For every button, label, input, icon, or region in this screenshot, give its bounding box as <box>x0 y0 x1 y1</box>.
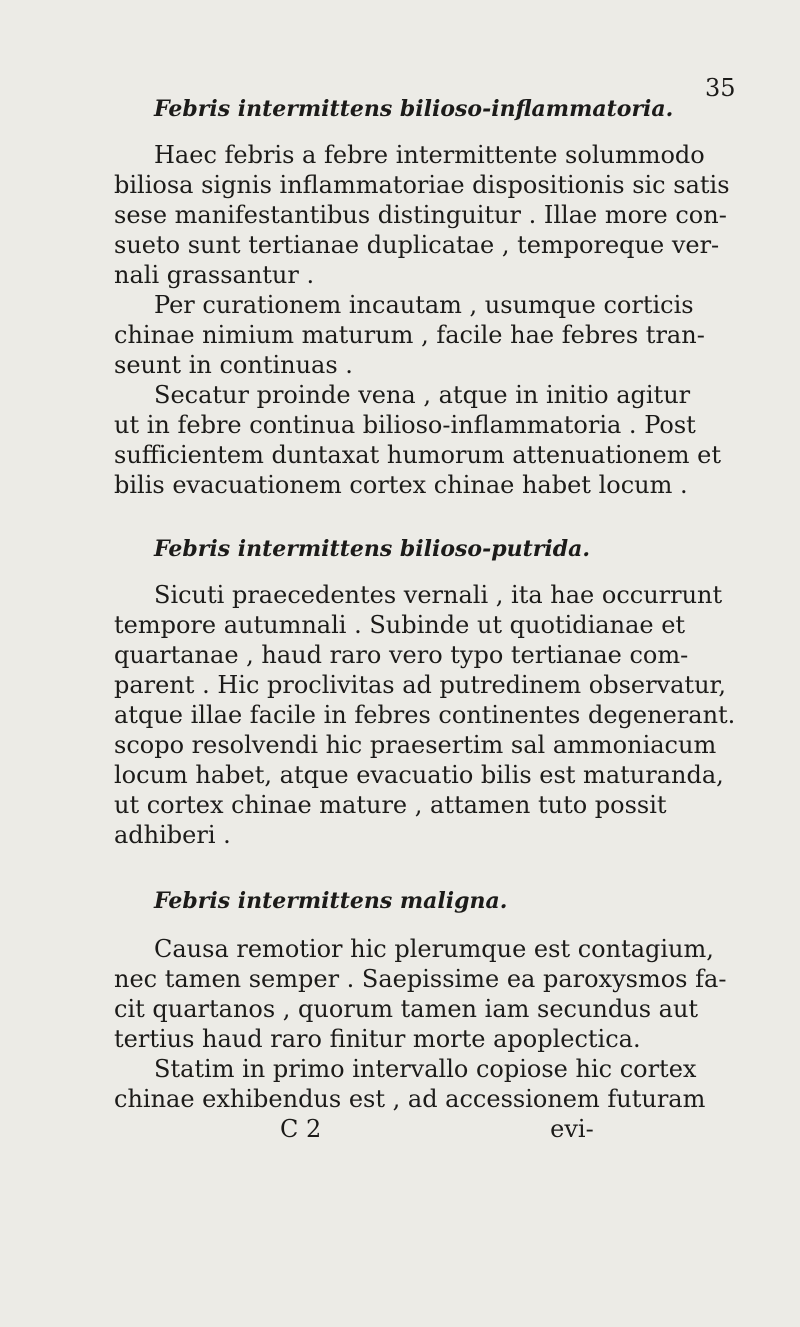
text-line: quartanae , haud raro vero typo tertianae com- <box>114 641 689 669</box>
text-line: Haec febris a febre intermittente solummodo <box>154 141 705 169</box>
text-line: parent . Hic proclivitas ad putredinem observatur, <box>114 671 726 699</box>
text-line: biliosa signis inflammatoriae dispositionis sic satis <box>114 171 730 199</box>
text-line: ut in febre continua bilioso-inflammatoria . Post <box>114 411 696 439</box>
text-line: tempore autumnali . Subinde ut quotidianae et <box>114 611 686 639</box>
text-line: sese manifestantibus distinguitur . Illae more con- <box>114 201 727 229</box>
text-line: ut cortex chinae mature , attamen tuto possit <box>114 791 667 819</box>
text-line: sueto sunt tertianae duplicatae , temporeque ver- <box>114 231 720 259</box>
heading-bilioso-inflammatoria: Febris intermittens bilioso-inflammatoria. <box>154 96 674 122</box>
text-line: bilis evacuationem cortex chinae habet locum . <box>114 471 688 499</box>
text-line: chinae nimium maturum , facile hae febres tran- <box>114 321 705 349</box>
text-line: adhiberi . <box>114 821 231 849</box>
text-line: atque illae facile in febres continentes degenerant. <box>114 701 736 729</box>
page-number: 35 <box>705 74 736 102</box>
text-line: cit quartanos , quorum tamen iam secundus aut <box>114 995 699 1023</box>
text-line: Causa remotior hic plerumque est contagium, <box>154 935 714 963</box>
text-line: Per curationem incautam , usumque corticis <box>154 291 694 319</box>
text-line: chinae exhibendus est , ad accessionem futuram <box>114 1085 706 1113</box>
text-line: Secatur proinde vena , atque in initio agitur <box>154 381 691 409</box>
text-line: sufficientem duntaxat humorum attenuationem et <box>114 441 721 469</box>
text-line: scopo resolvendi hic praesertim sal ammoniacum <box>114 731 717 759</box>
text-line: Statim in primo intervallo copiose hic cortex <box>154 1055 697 1083</box>
text-line: seunt in continuas . <box>114 351 353 379</box>
heading-bilioso-putrida: Febris intermittens bilioso-putrida. <box>154 536 590 562</box>
text-line: tertius haud raro finitur morte apoplectica. <box>114 1025 641 1053</box>
heading-maligna: Febris intermittens maligna. <box>154 888 508 914</box>
catchword-line: C 2 evi- <box>280 1115 594 1143</box>
text-line: nali grassantur . <box>114 261 315 289</box>
text-line: nec tamen semper . Saepissime ea paroxysmos fa- <box>114 965 727 993</box>
text-line: locum habet, atque evacuatio bilis est maturanda, <box>114 761 724 789</box>
text-line: Sicuti praecedentes vernali , ita hae occurrunt <box>154 581 723 609</box>
